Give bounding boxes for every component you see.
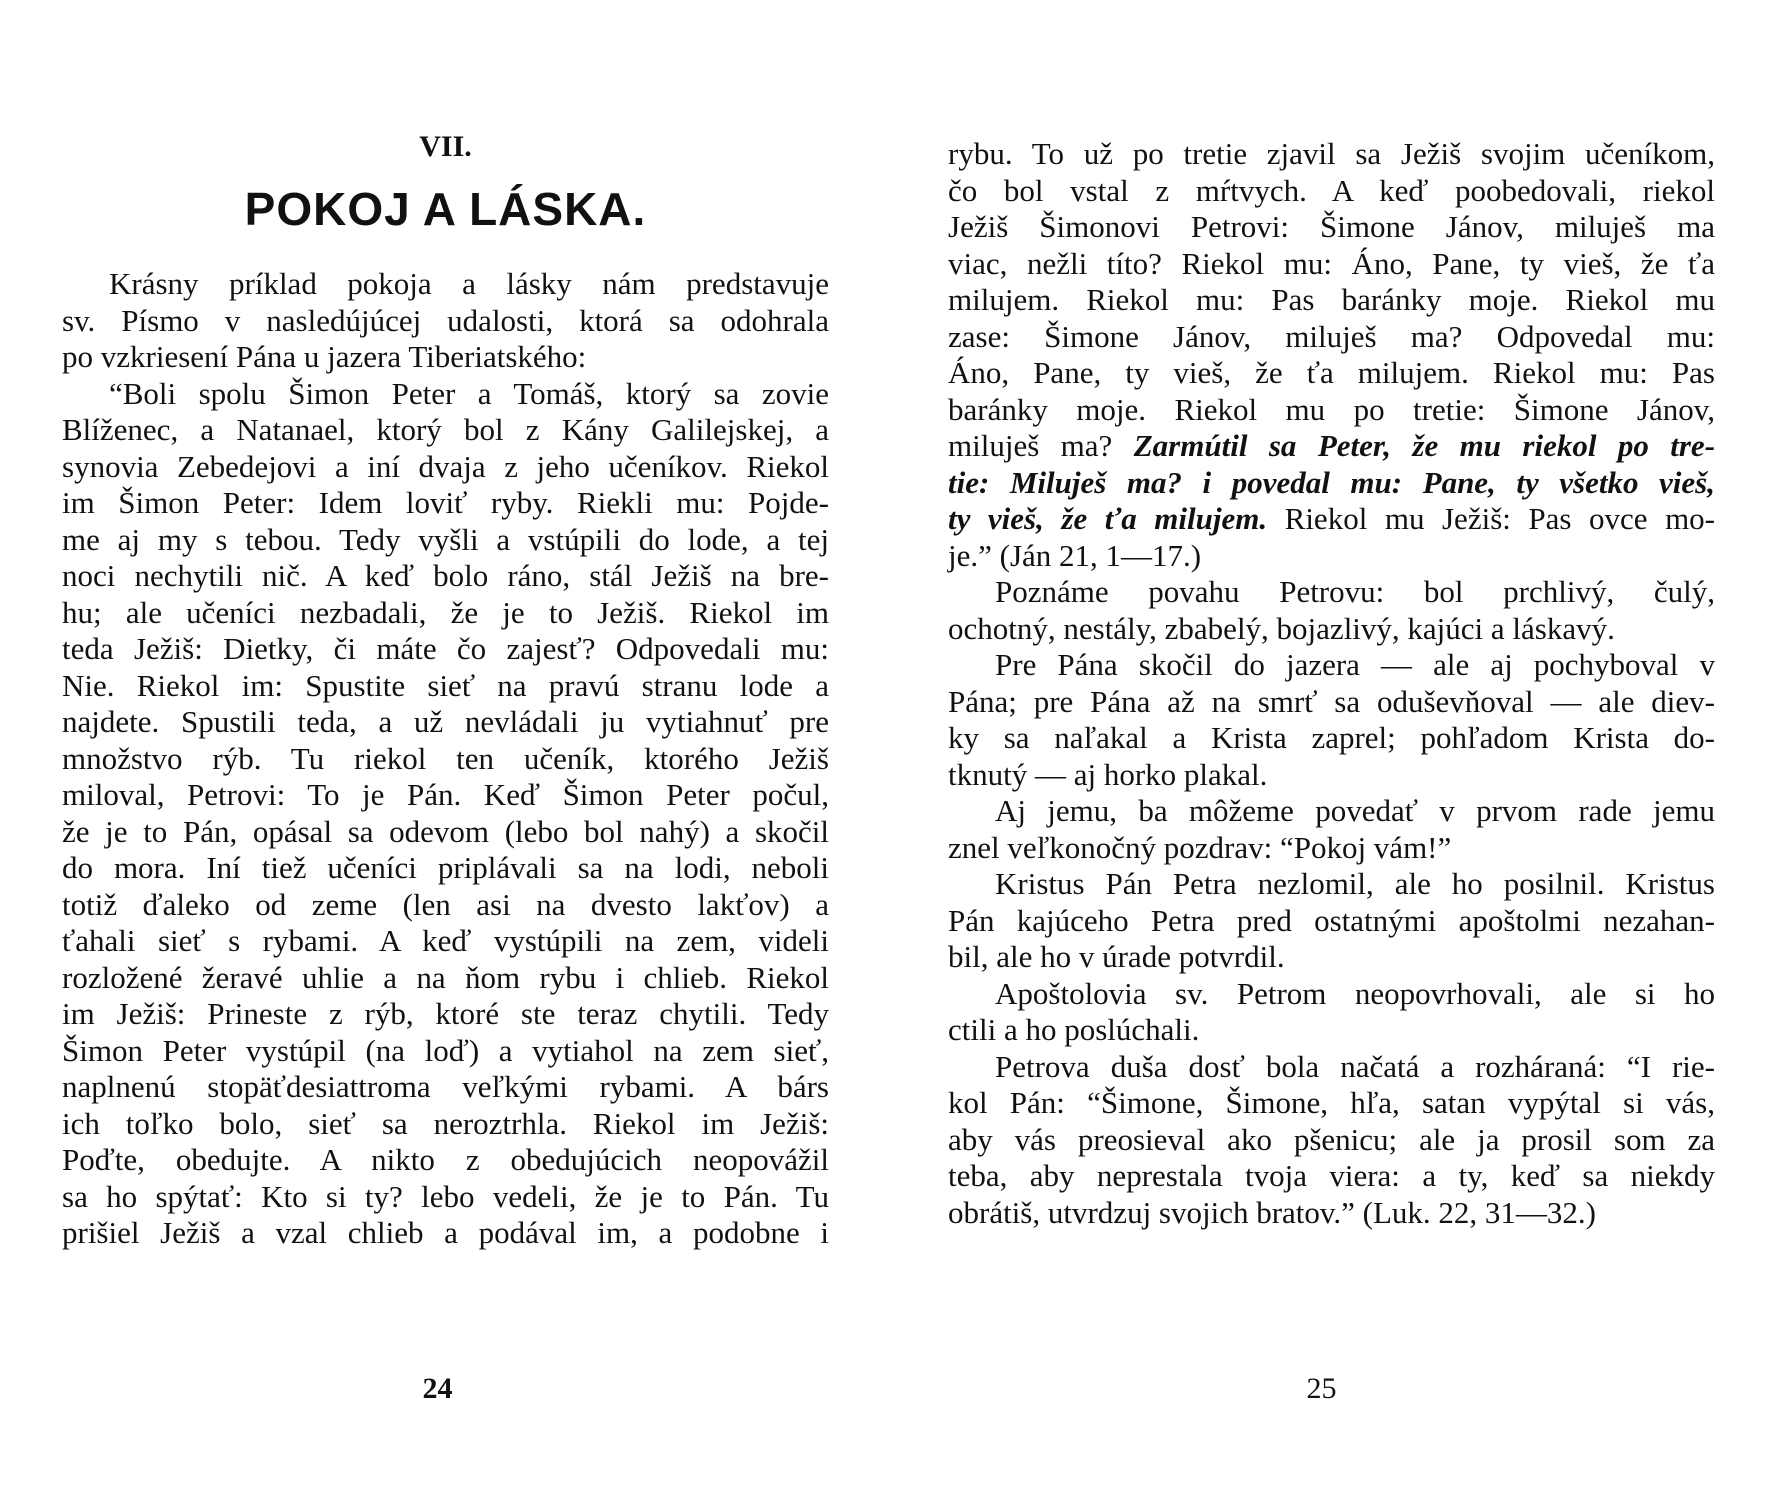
text-line: Poďte, obedujte. A nikto z obedujúcich neopovážil [62,1142,829,1177]
text-line: baránky moje. Riekol mu po tretie: Šimone Jánov, [948,391,1715,427]
text-line: im Šimon Peter: Idem loviť ryby. Riekli mu: Pojde- [62,485,829,520]
chapter-number: VII. [419,130,472,163]
text-line: me aj my s tebou. Tedy vyšli a vstúpili do lode, a tej [62,521,829,557]
text-line: zase: Šimone Jánov, miluješ ma? Odpovedal mu: [948,318,1715,354]
text-line: aby vás preosieval ako pšenicu; ale ja prosil som za [948,1121,1715,1157]
text-line: bil, ale ho v úrade potvrdil. [948,939,1285,974]
text-line: sa ho spýtať: Kto si ty? lebo vedeli, že je to Pán. Tu [62,1178,829,1214]
italic-quote: Zarmútil sa Peter, že mu riekol po tre- [1133,428,1716,463]
page-number-left: 24 [422,1372,453,1405]
text-line: Nie. Riekol im: Spustite sieť na pravú stranu lode a [62,667,829,703]
text-line [948,428,1715,465]
text-line: znel veľkonočný pozdrav: “Pokoj vám!” [948,829,1452,865]
text-line: najdete. Spustili teda, a už nevládali ju vytiahnuť pre [62,704,829,739]
text-line: Kristus Pán Petra nezlomil, ale ho posilnil. Kristus [995,866,1715,901]
page-number-right: 25 [1306,1372,1337,1405]
text-line: naplnenú stopäťdesiattroma veľkými rybami. A bárs [62,1069,829,1104]
right-body-text [948,136,1715,1231]
italic-quote: tie: Miluješ ma? i povedal mu: Pane, ty všetko vieš, [948,464,1715,500]
text-line: ctili a ho poslúchali. [948,1012,1200,1047]
chapter-title: POKOJ A LÁSKA. [244,183,647,235]
text-line: prišiel Ježiš a vzal chlieb a podával im, a podobne i [62,1215,829,1250]
text-fragment: miluješ ma? [948,428,1113,463]
text-line: ich toľko bolo, sieť sa neroztrhla. Riekol im Ježiš: [62,1105,829,1141]
text-line: viac, nežli títo? Riekol mu: Áno, Pane, ty vieš, že ťa [948,245,1715,281]
text-line: Petrova duša dosť bola načatá a rozháraná: “I rie- [995,1048,1715,1084]
text-line: čo bol vstal z mŕtvych. A keď poobedovali, riekol [948,172,1715,208]
text-line: hu; ale učeníci nezbadali, že je to Ježiš. Riekol im [62,594,829,630]
text-line: Poznáme povahu Petrovu: bol prchlivý, čulý, [995,574,1715,609]
text-line: rybu. To už po tretie zjavil sa Ježiš svojim učeníkom, [948,136,1715,171]
text-line: Ježiš Šimonovi Petrovi: Šimone Jánov, miluješ ma [948,209,1715,244]
text-line: ochotný, nestály, zbabelý, bojazlivý, kajúci a láskavý. [948,610,1615,646]
text-line: Šimon Peter vystúpil (na loď) a vytiahol na zem sieť, [62,1032,829,1068]
text-line: Áno, Pane, ty vieš, že ťa milujem. Riekol mu: Pas [948,355,1715,390]
text-line: kol Pán: “Šimone, Šimone, hľa, satan vypýtal si vás, [948,1085,1715,1120]
text-line: ťahali sieť s rybami. A keď vystúpili na zem, videli [62,923,829,958]
text-line: obrátiš, utvrdzuj svojich bratov.” (Luk. 22, 31—32.) [948,1194,1597,1230]
text-line: im Ježiš: Prineste z rýb, ktoré ste teraz chytili. Tedy [62,996,829,1031]
text-line: “Boli spolu Šimon Peter a Tomáš, ktorý sa zovie [109,375,829,411]
text-line: Apoštolovia sv. Petrom neopovrhovali, ale si ho [995,975,1715,1011]
text-line: Blíženec, a Natanael, ktorý bol z Kány Galilejskej, a [62,412,829,447]
text-line: tknutý — aj horko plakal. [948,756,1268,792]
text-line: teba, aby neprestala tvoja viera: a ty, keď sa niekdy [948,1158,1715,1193]
text-line: noci nechytili nič. A keď bolo ráno, stál Ježiš na bre- [62,558,829,593]
text-line: Krásny príklad pokoja a lásky nám predstavuje [109,266,829,301]
text-line: Pána; pre Pána až na smrť sa oduševňoval — ale diev- [948,683,1715,719]
text-line: po vzkriesení Pána u jazera Tiberiatského: [62,339,587,374]
text-line: množstvo rýb. Tu riekol ten učeník, ktorého Ježiš [62,740,829,776]
text-line [948,501,1715,538]
text-line: rozložené žeravé uhlie a na ňom rybu i chlieb. Riekol [62,959,829,995]
text-fragment: Riekol mu Ježiš: Pas ovce mo- [1284,501,1716,536]
text-line: Aj jemu, ba môžeme povedať v prvom rade jemu [995,793,1715,828]
italic-quote: ty vieš, že ťa milujem. [948,501,1268,536]
text-line: synovia Zebedejovi a iní dvaja z jeho učeníkov. Riekol [62,448,829,484]
text-line: teda Ježiš: Dietky, či máte čo zajesť? Odpovedali mu: [62,631,829,666]
left-body-text [62,266,829,1252]
text-line: ky sa naľakal a Krista zaprel; pohľadom Krista do- [948,720,1715,755]
right-page [885,0,1770,1500]
text-line: miloval, Petrovi: To je Pán. Keď Šimon Peter počul, [62,777,829,812]
text-line: do mora. Iní tiež učeníci priplávali sa na lodi, neboli [62,850,829,885]
text-line: Pán kajúceho Petra pred ostatnými apoštolmi nezahan- [948,902,1715,938]
text-line: sv. Písmo v nasledújúcej udalosti, ktorá sa odohrala [62,302,829,338]
text-line: totiž ďaleko od zeme (len asi na dvesto lakťov) a [62,886,829,922]
text-line: je.” (Ján 21, 1—17.) [948,537,1202,573]
text-line: milujem. Riekol mu: Pas baránky moje. Riekol mu [948,282,1715,317]
text-line: Pre Pána skočil do jazera — ale aj pochyboval v [995,647,1715,682]
text-line: že je to Pán, opásal sa odevom (lebo bol nahý) a skočil [62,813,829,849]
